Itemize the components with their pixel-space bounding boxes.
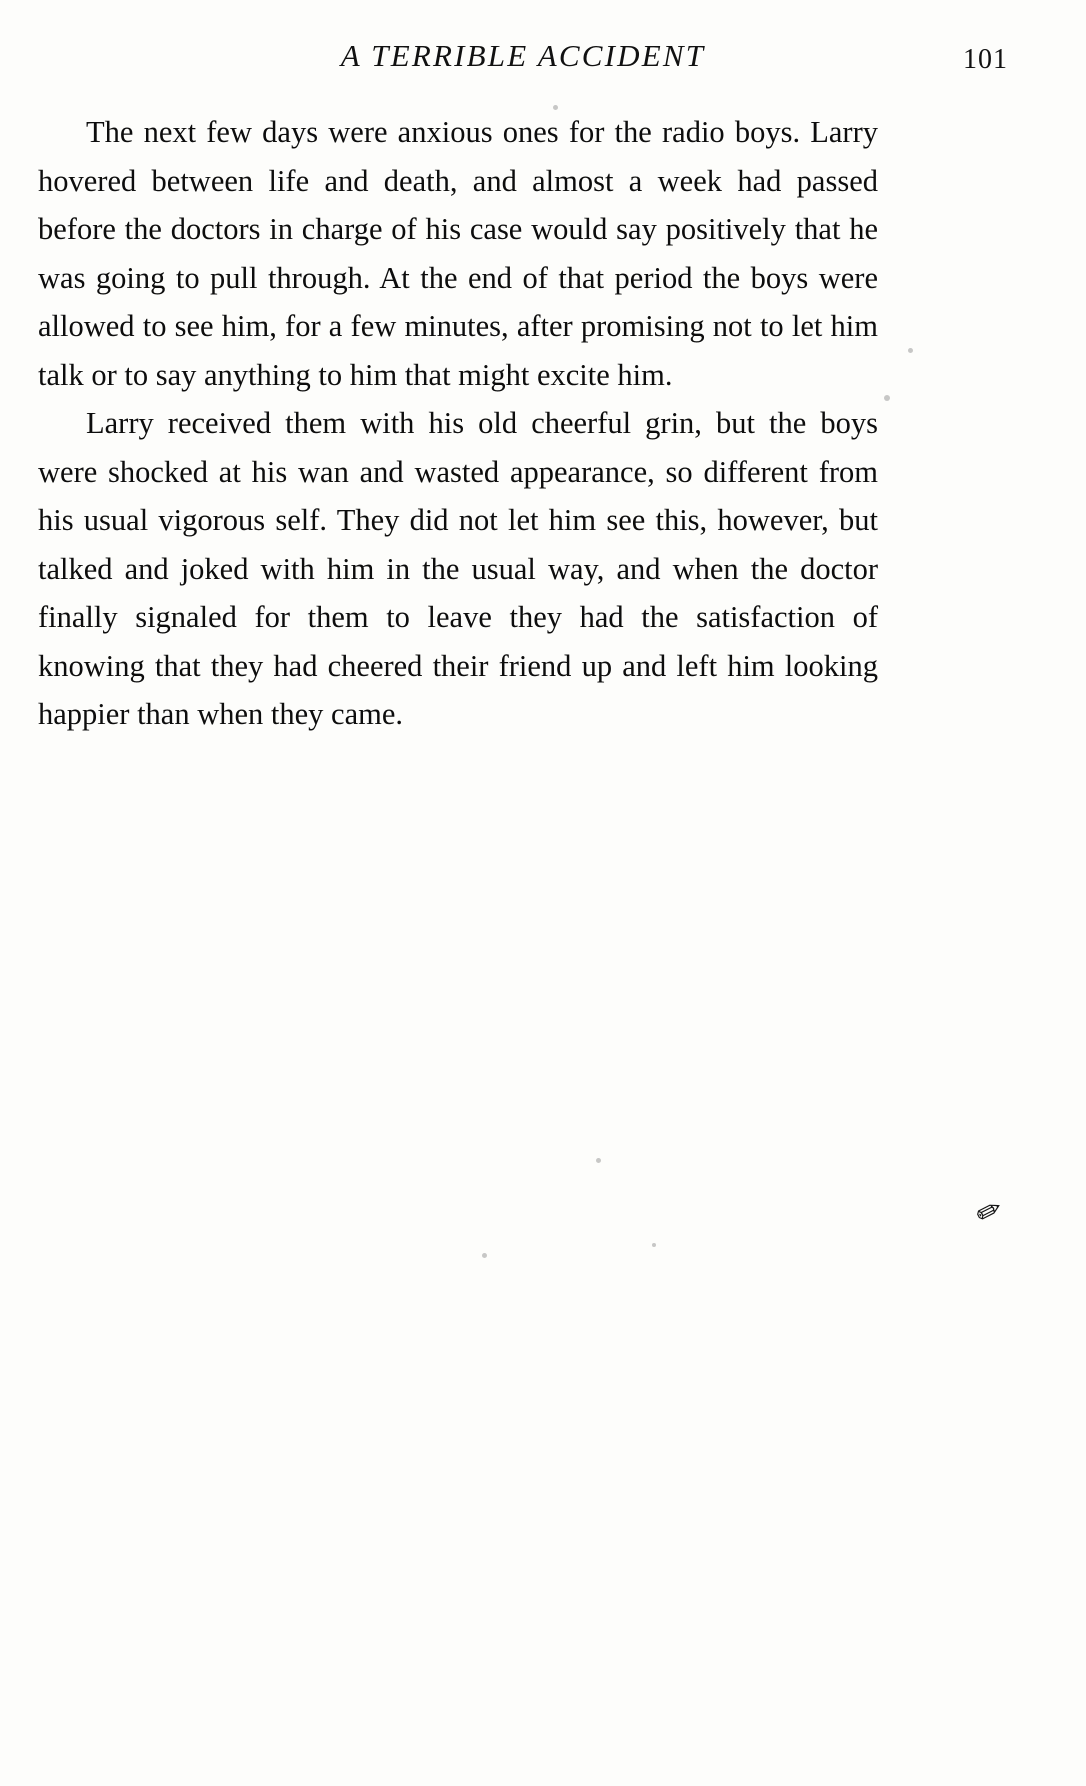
paragraph-2: Larry received them with his old cheerful grin, but the boys were shocked at his wan and wasted appearance, so different from his usual vigorous self. They did not let him see this, however, but talked and joked with him in the usual way, and when the doctor finally signaled for them to leave they had the satisfaction of knowing that they had cheered their friend up and left him looking happier than when they came.: [38, 406, 878, 731]
running-head-title: A TERRIBLE ACCIDENT: [340, 38, 706, 73]
page-header: [0, 38, 1086, 84]
page-number: 101: [963, 44, 1008, 75]
print-speck: [652, 1243, 656, 1247]
print-speck: [482, 1253, 487, 1258]
paragraph-1: The next few days were anxious ones for the radio boys. Larry hovered between life and death, and almost a week had passed before the doctors in charge of his case would say positively that he was going to pull through. At the end of that period the boys were allowed to see him, for a few minutes, after promising not to let him talk or to say anything to him that might excite him.: [38, 115, 878, 392]
print-speck: [884, 395, 890, 401]
page-body: [38, 108, 878, 739]
print-speck: [908, 348, 913, 353]
print-speck: [553, 105, 558, 110]
margin-pen-mark-icon: ✐: [970, 1193, 1005, 1234]
print-speck: [596, 1158, 601, 1163]
